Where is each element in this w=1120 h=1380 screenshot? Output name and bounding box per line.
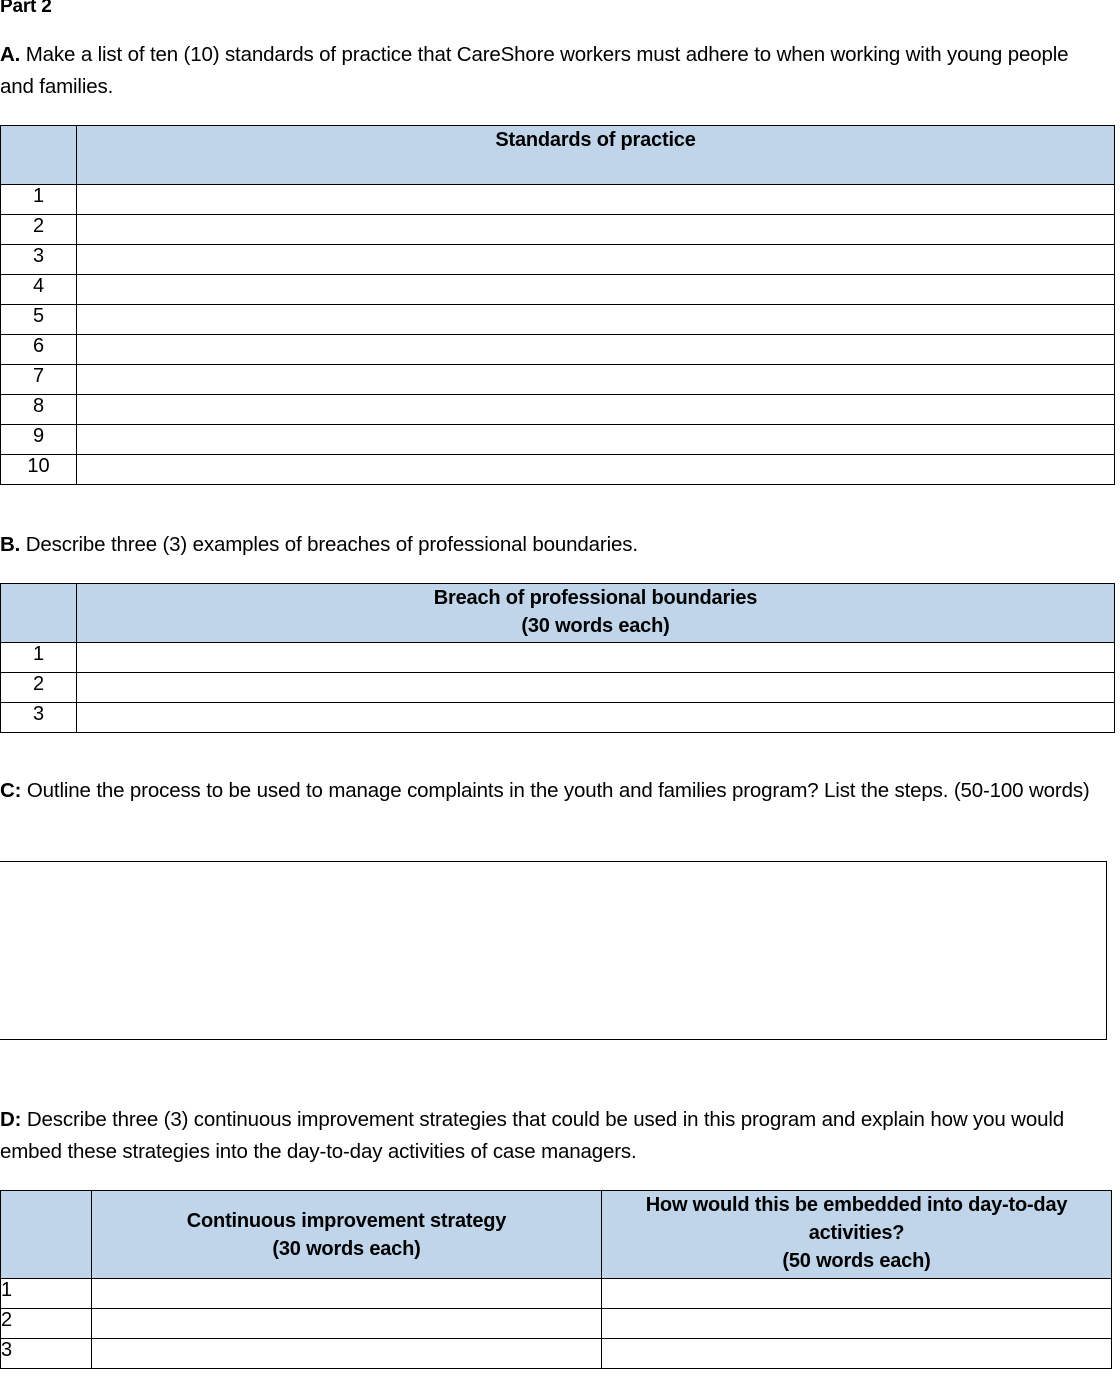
row-number: 1 <box>1 185 77 215</box>
breach-table-corner <box>1 584 77 643</box>
row-number: 7 <box>1 365 77 395</box>
row-number: 3 <box>1 1339 92 1369</box>
standards-table-header: Standards of practice <box>77 126 1115 185</box>
table-row <box>1 365 1115 395</box>
standards-table <box>0 125 1115 485</box>
answer-cell[interactable] <box>77 365 1115 395</box>
row-number: 1 <box>1 1279 92 1309</box>
answer-cell[interactable] <box>77 215 1115 245</box>
breach-header-line1: Breach of professional boundaries <box>433 587 758 609</box>
table-row <box>1 305 1115 335</box>
answer-cell[interactable] <box>77 275 1115 305</box>
table-row <box>1 455 1115 485</box>
row-number: 2 <box>1 673 77 703</box>
table-row <box>1 185 1115 215</box>
row-number: 6 <box>1 335 77 365</box>
question-c <box>0 775 1105 807</box>
answer-cell[interactable] <box>77 425 1115 455</box>
strategy-header-line2: (30 words each) <box>272 1237 421 1260</box>
answer-cell[interactable] <box>77 673 1115 703</box>
question-c-text: Outline the process to be used to manage complaints in the youth and families program? List the steps. (50-100 words) <box>21 779 1090 802</box>
table-row <box>1 245 1115 275</box>
table-row <box>1 1279 1112 1309</box>
table-row <box>1 215 1115 245</box>
question-a-text: Make a list of ten (10) standards of practice that CareShore workers must adhere to when working with young people and families. <box>0 43 1069 98</box>
strategy-cell[interactable] <box>92 1309 602 1339</box>
part-title: Part 2 <box>0 0 52 17</box>
table-row <box>1 703 1115 733</box>
row-number: 8 <box>1 395 77 425</box>
table-row <box>1 335 1115 365</box>
table-row <box>1 643 1115 673</box>
embedding-cell[interactable] <box>602 1279 1112 1309</box>
row-number: 9 <box>1 425 77 455</box>
question-d <box>0 1104 1105 1168</box>
row-number: 3 <box>1 703 77 733</box>
embedding-column-header <box>602 1191 1112 1279</box>
question-a <box>0 39 1105 103</box>
question-d-text: Describe three (3) continuous improvement strategies that could be used in this program and explain how you would embed these strategies into the day-to-day activities of case managers. <box>0 1108 1064 1163</box>
question-b-text: Describe three (3) examples of breaches of professional boundaries. <box>20 533 638 556</box>
answer-cell[interactable] <box>77 185 1115 215</box>
answer-cell[interactable] <box>77 643 1115 673</box>
question-b-label: B. <box>0 533 21 556</box>
embedding-cell[interactable] <box>602 1309 1112 1339</box>
embedding-cell[interactable] <box>602 1339 1112 1369</box>
answer-cell[interactable] <box>77 335 1115 365</box>
table-row <box>1 425 1115 455</box>
question-a-label: A. <box>0 43 21 66</box>
table-row <box>1 395 1115 425</box>
improvement-table-corner <box>1 1191 92 1279</box>
strategy-header-line1: Continuous improvement strategy <box>186 1209 507 1232</box>
strategy-cell[interactable] <box>92 1279 602 1309</box>
row-number: 3 <box>1 245 77 275</box>
answer-cell[interactable] <box>77 703 1115 733</box>
table-row <box>1 673 1115 703</box>
table-row <box>1 1339 1112 1369</box>
breach-table-header <box>77 584 1115 643</box>
row-number: 10 <box>1 455 77 485</box>
complaints-answer-box[interactable] <box>0 861 1107 1040</box>
table-row <box>1 275 1115 305</box>
answer-cell[interactable] <box>77 455 1115 485</box>
embedding-header-line2: (50 words each) <box>782 1250 931 1272</box>
strategy-column-header <box>92 1191 602 1279</box>
breach-table <box>0 583 1115 733</box>
answer-cell[interactable] <box>77 395 1115 425</box>
answer-cell[interactable] <box>77 305 1115 335</box>
question-c-label: C: <box>0 779 22 802</box>
question-b <box>0 529 1105 561</box>
embedding-header-line1: How would this be embedded into day-to-day activities? <box>645 1194 1068 1244</box>
answer-cell[interactable] <box>77 245 1115 275</box>
row-number: 1 <box>1 643 77 673</box>
improvement-table <box>0 1190 1112 1369</box>
breach-header-line2: (30 words each) <box>521 615 670 637</box>
standards-table-corner <box>1 126 77 185</box>
row-number: 2 <box>1 215 77 245</box>
row-number: 5 <box>1 305 77 335</box>
question-d-label: D: <box>0 1108 22 1131</box>
row-number: 2 <box>1 1309 92 1339</box>
strategy-cell[interactable] <box>92 1339 602 1369</box>
table-row <box>1 1309 1112 1339</box>
row-number: 4 <box>1 275 77 305</box>
